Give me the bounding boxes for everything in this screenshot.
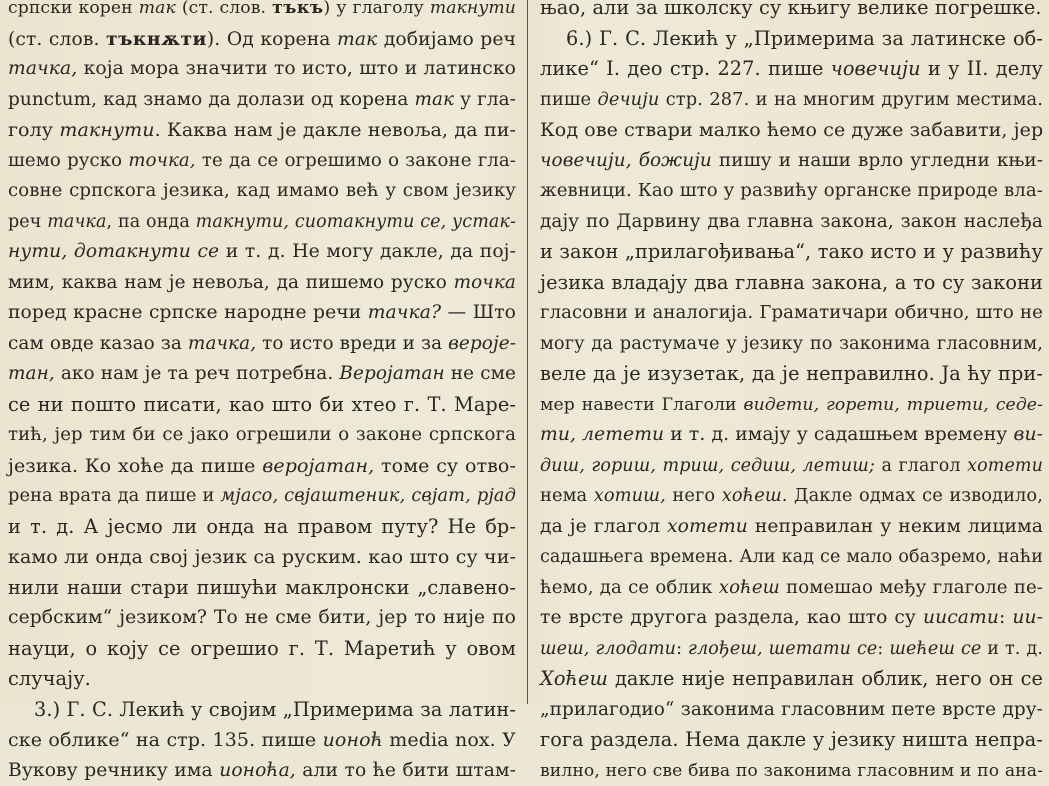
text-run: нема [540,485,594,506]
text-line [8,756,516,786]
text-run: стр. 287. и на многим другим местима. [659,89,1043,110]
text-run: совне српскога језика, кад имамо већ у свом језику [8,180,516,201]
text-run: (ст. слов. [176,0,272,18]
italic-word: ти, летети [540,424,664,445]
text-line [540,85,1043,116]
italic-word: точка, [128,150,195,171]
text-line [540,725,1043,756]
italic-word: веројатан, [262,455,374,477]
text-run: , па онда [107,212,196,232]
italic-word: Хоћеш [540,667,608,690]
text-run: голу [8,119,59,141]
text-line [8,481,516,512]
italic-word: човечији, [540,150,632,171]
text-line [540,664,1043,695]
text-run: помешао међу глаголе пе- [780,577,1043,598]
text-run: (ст. слов. [8,29,106,50]
italic-word: тачка [47,212,106,232]
text-run: али то ће бити штам- [296,760,516,781]
text-line [540,512,1043,543]
text-run: гласовни и аналогија. Граматичари обично, што не [540,302,1043,323]
text-run: и т. д. [981,639,1043,659]
text-line [540,359,1043,390]
text-run: која мора значити то исто, што и латинско [77,58,516,79]
italic-word: тачка, [8,58,77,79]
text-run: . Каква нам је дакле невоља, да пи- [155,119,516,141]
text-run: шемо руско [8,150,128,171]
italic-word: мјасо, свјаштеник, свјат, рјад [220,485,516,506]
italic-word: божији [639,150,712,171]
italic-word: иисати [923,607,999,628]
italic-word: човечији [831,57,921,80]
italic-word: хоћеш [722,485,782,506]
text-line [8,573,516,604]
text-run: — Што [441,302,516,323]
text-run: punctum, кад знамо да долази од корена [8,89,414,110]
text-line [540,329,1043,360]
text-line [540,268,1043,299]
text-line [8,176,516,207]
text-line [8,115,516,146]
text-run: 3.) Г. С. Лекић у својим „Примерима за латин- [34,698,516,721]
text-run: . Дакле одмах се изводило, [782,485,1043,506]
text-run: пишу и наши врло угледни књи- [712,150,1043,171]
text-line [540,390,1043,421]
text-line [540,542,1043,573]
text-run: се ни пошто писати, као што би хтео г. Т. Маре- [8,393,516,416]
italic-word: дечији [598,89,660,110]
text-run: поред красне српске народне речи [8,302,368,323]
text-run: то исто вреди и за [256,333,448,354]
text-run: ). Од корена [207,29,337,50]
text-line [540,695,1043,726]
text-run: томе су отво- [374,455,516,477]
italic-word: хотети [967,456,1043,476]
text-line [8,268,516,299]
text-run: и закон „прилагођивања“, тако исто и у развићу [540,240,1043,263]
text-line [8,603,516,634]
text-run: језика. Ко хоће да пише [8,455,262,477]
text-line [540,54,1043,85]
text-run: неправилан у неким лицима [748,516,1043,537]
text-run: садашњега времена. Али кад се мало обазремо, наћи [540,547,1043,567]
text-line [8,24,516,55]
text-run: жевници. Као што у развићу органске природе вла- [540,180,1043,201]
text-line [8,54,516,85]
text-line [8,420,516,451]
text-run: тић, јер тим би се јако огрешили о законе српскога [8,424,516,445]
italic-word: такнути [430,0,516,18]
text-line [540,573,1043,604]
bold-word: тъкъ [272,0,323,18]
text-line [540,176,1043,207]
text-run: вилно, него све бива по законима гласовним и по ана- [540,761,1043,781]
text-run: и у II. делу [921,57,1043,80]
left-text-column [8,0,516,704]
text-line [8,664,516,695]
text-run: дају по Дарвину два главна закона, закон наслеђа [540,211,1043,232]
text-line [540,634,1043,665]
italic-word: хотиш, [594,485,666,506]
text-run: нили наши стари пишући маклронски „славено- [8,576,516,599]
text-line [8,329,516,360]
text-run: веле да је изузетак, да је неправилно. Ја ћу при- [540,362,1043,385]
text-run: ске облике“ на стр. 135. пише [8,729,323,751]
text-line [540,237,1043,268]
text-run: рена врата да пише и [8,485,220,506]
text-run: сам овде казао за [8,333,188,354]
italic-word: так [414,89,454,110]
text-run: да је глагол [540,516,667,537]
text-line [8,237,516,268]
italic-word: тачка, [188,333,256,354]
text-run: и т. д. Не могу дакле, да пој- [219,241,516,262]
italic-word: шећеш се [889,639,981,659]
text-line [8,725,516,756]
text-run: Код ове ствари малко ћемо се дуже забавити, јер [540,119,1043,141]
text-line [540,420,1043,451]
text-run: језика владају два главна закона, а то су закони [540,271,1043,294]
italic-word: глођеш, шетати се [688,639,877,659]
text-line [8,695,516,726]
text-line [8,390,516,421]
italic-word: вероје- [448,333,516,354]
text-line [8,634,516,665]
italic-word: ви- [1013,424,1043,445]
text-line [540,481,1043,512]
text-line [540,0,1043,24]
italic-word: так [337,29,377,50]
text-line [540,298,1043,329]
text-run [632,150,639,171]
text-run: мим, каква нам је невоља, да пишемо руско [8,272,454,293]
text-run: ако нам је та реч потребна. [55,363,340,384]
text-run: ) у глаголу [324,0,430,18]
text-run: у гла- [454,89,516,110]
text-run: а глагол [875,456,967,476]
text-run: добијамо реч [377,29,516,50]
text-run: те да се огрешимо о законе гла- [196,150,516,171]
text-line [8,298,516,329]
text-line [8,0,516,24]
text-line [8,451,516,482]
text-run: него [666,485,722,506]
text-run: случају. [8,667,91,690]
text-line [540,603,1043,634]
text-run: камо ли онда свој језик са руским. као што су чи- [8,546,516,568]
text-run: гога раздела. Нема дакле у језику ништа непра- [540,728,1043,751]
text-run: ћемо, да се облик [540,577,719,598]
text-run: лике“ I. део стр. 227. пише [540,57,831,80]
text-line [540,115,1043,146]
text-run: сербским“ језиком? То не сме бити, јер то није по [8,607,516,628]
text-line [8,146,516,177]
text-run: њао, али за школску су књигу велике погрешке. [540,0,1042,19]
text-line [8,85,516,116]
text-run: могу да растумаче у језику по законима гласовним, [540,333,1043,354]
text-run: 6.) Г. С. Лекић у „Примерима за латинске об- [566,27,1043,50]
text-run: и т. д. имају у садашњем времену [664,424,1013,445]
right-text-column [540,0,1043,704]
italic-word: так [139,0,176,18]
text-run: дакле није неправилан облик, него он се [608,667,1043,690]
italic-word: такнути [59,119,154,141]
text-line [8,542,516,573]
italic-word: хотети [667,516,748,537]
text-run: „прилагодио“ законима гласовним пете врсте дру- [540,699,1043,720]
text-line [540,207,1043,238]
italic-word: такнути, сиотакнути се, устак- [196,212,516,232]
text-line [8,207,516,238]
text-line [540,756,1043,786]
text-run: српски корен [8,0,139,18]
italic-word: тан, [8,363,55,384]
text-run: : [999,607,1012,628]
text-line [540,24,1043,55]
column-divider [527,0,528,704]
text-run: те врсте другога раздела, као што су [540,607,923,628]
text-run: реч [8,212,47,232]
text-run: : [676,639,688,659]
text-run: и т. д. А јесмо ли онда на правом путу? Не бр- [8,515,516,538]
italic-word: точка [454,272,516,293]
text-line [8,359,516,390]
italic-word: хоћеш [719,577,780,598]
text-run: не сме [445,363,516,384]
text-run: : [877,639,889,659]
text-run: мер навести Глаголи [540,395,744,415]
italic-word: диш, гориш, триш, седиш, летиш; [540,456,875,476]
text-run: Вукову речнику има [8,760,219,781]
italic-word: Веројатан [339,363,444,384]
italic-word: шеш, глодати [540,639,676,659]
text-run: пише [540,89,598,110]
italic-word: ионоћ [323,729,383,751]
bold-word: тъкнѫти [106,28,207,50]
text-line [540,451,1043,482]
italic-word: тачка? [368,302,441,323]
italic-word: нути, дотакнути се [8,241,219,262]
text-line [8,512,516,543]
text-run: науци, о коју се огрешио г. Т. Маретић у овом [8,637,516,660]
text-line [540,146,1043,177]
italic-word: видети, горети, триети, седе- [744,395,1044,415]
italic-word: ии- [1012,607,1043,628]
italic-word: ионоћа, [219,760,296,781]
text-run: media nox. У [383,729,516,751]
